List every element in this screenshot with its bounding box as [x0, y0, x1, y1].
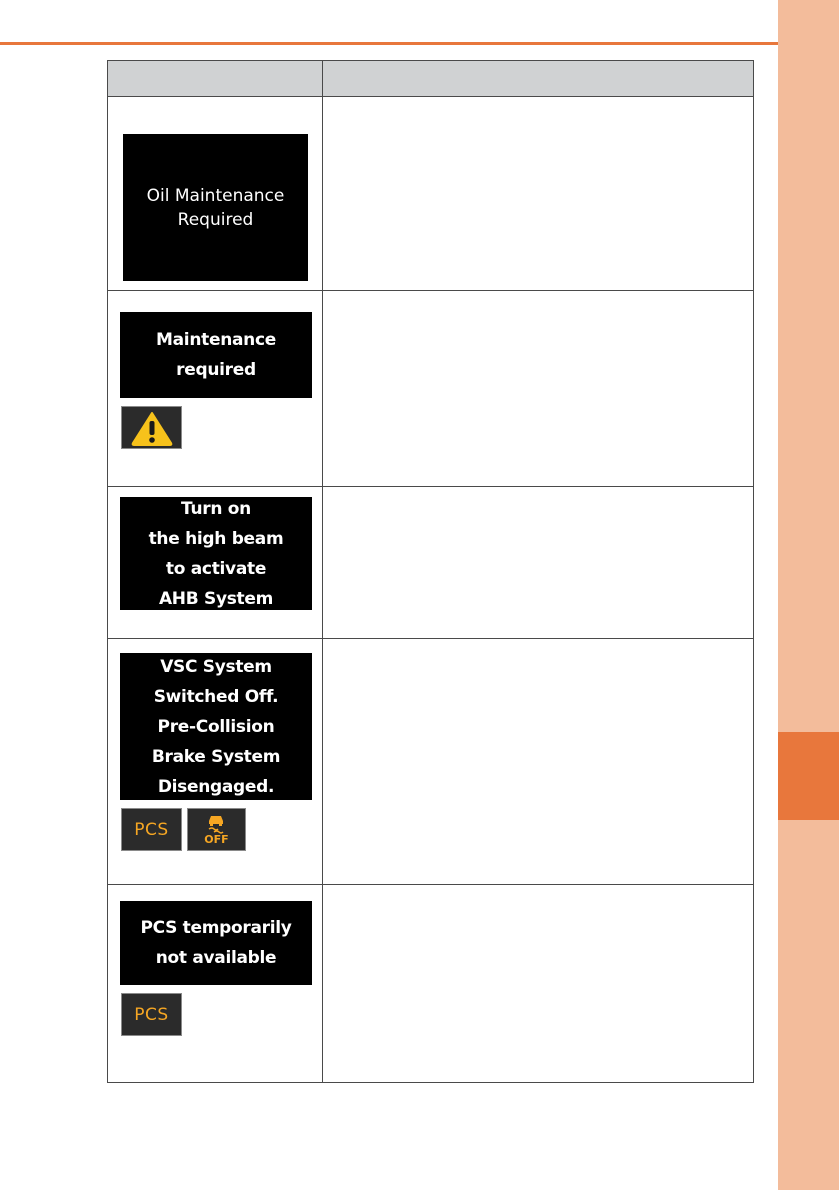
screen-line: the high beam	[148, 528, 284, 549]
display-screen-vsc-off	[120, 653, 312, 800]
description-cell	[323, 885, 754, 1083]
screen-line: Brake System	[151, 746, 281, 767]
screen-line: to activate	[165, 558, 267, 579]
screen-line: Maintenance	[156, 330, 276, 350]
display-screen-oil-maintenance	[123, 134, 308, 281]
screen-line: VSC System	[160, 656, 272, 677]
screen-line: Oil Maintenance	[146, 185, 285, 206]
table-row	[108, 885, 754, 1083]
message-table	[107, 60, 754, 1083]
warning-triangle-icon	[130, 410, 174, 446]
description-cell	[323, 97, 754, 291]
table-row	[108, 97, 754, 291]
display-screen-ahb	[120, 497, 312, 610]
table-header-row	[108, 61, 754, 97]
table-header-details	[323, 61, 754, 97]
display-screen-pcs-unavailable	[120, 901, 312, 985]
table-row	[108, 487, 754, 639]
pcs-indicator-label: PCS	[134, 819, 169, 840]
screen-line: required	[176, 360, 256, 380]
screen-line: AHB System	[158, 588, 274, 609]
screen-line: Switched Off.	[153, 686, 279, 707]
table-header-message	[108, 61, 323, 97]
pcs-indicator-label: PCS	[134, 1004, 169, 1025]
screen-line: PCS temporarily	[140, 918, 292, 938]
vsc-off-icon	[205, 814, 227, 834]
pcs-indicator	[121, 993, 182, 1036]
pcs-indicator	[121, 808, 182, 851]
side-strip	[778, 0, 839, 1190]
screen-line: Pre-Collision	[157, 716, 275, 737]
screen-line: not available	[155, 948, 277, 968]
table-row	[108, 291, 754, 487]
vsc-off-label: OFF	[204, 833, 229, 846]
screen-line: Turn on	[181, 498, 251, 519]
vsc-off-indicator	[187, 808, 246, 851]
description-cell	[323, 291, 754, 487]
warning-indicator	[121, 406, 182, 449]
description-cell	[323, 487, 754, 639]
chapter-tab	[778, 732, 839, 820]
display-screen-maintenance	[120, 312, 312, 398]
screen-line: Required	[177, 209, 254, 230]
description-cell	[323, 639, 754, 885]
table-row	[108, 639, 754, 885]
header-rule	[0, 42, 778, 45]
screen-line: Disengaged.	[157, 776, 275, 797]
